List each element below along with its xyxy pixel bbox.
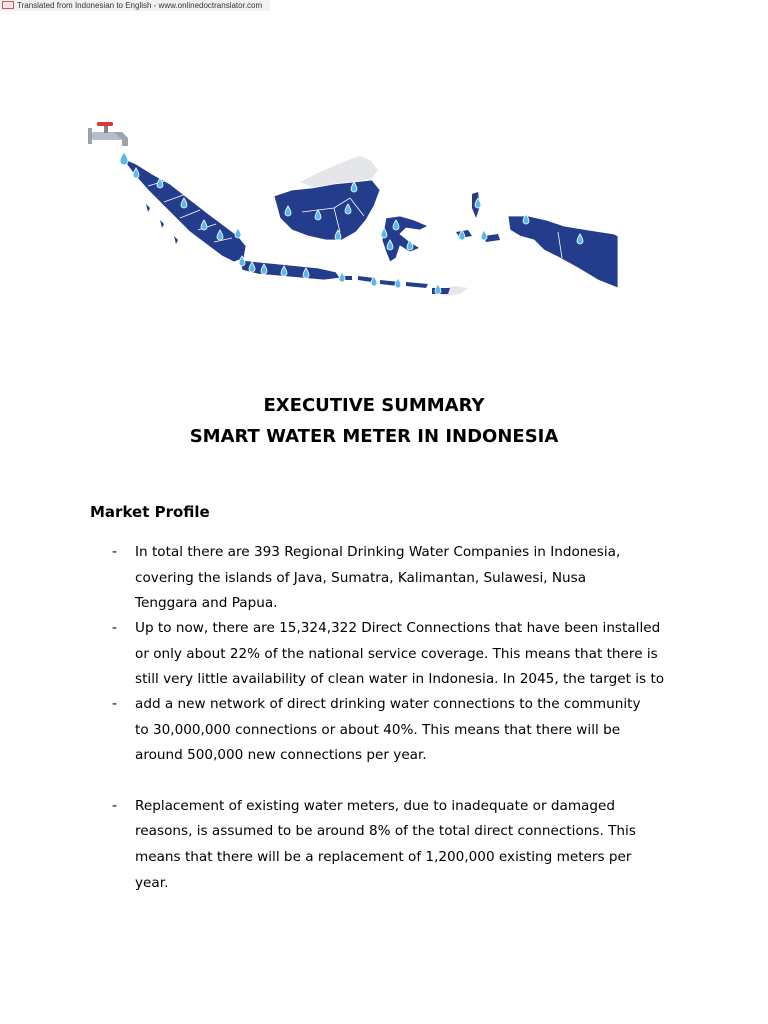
sulawesi-island <box>382 216 428 262</box>
bullet-dash: - <box>112 544 118 560</box>
bullet-2-line-1: Up to now, there are 15,324,322 Direct Connections that have been installed <box>135 620 661 636</box>
bullet-dash: - <box>112 798 118 814</box>
sumatra-island <box>122 158 246 262</box>
bullet-3-line-3: around 500,000 new connections per year. <box>135 747 427 763</box>
bullet-4-line-1: Replacement of existing water meters, due to inadequate or damaged <box>135 798 616 814</box>
bullet-4-line-2: reasons, is assumed to be around 8% of the total direct connections. This <box>135 823 636 839</box>
bullet-4-line-3: means that there will be a replacement of 1,200,000 existing meters per <box>135 849 632 865</box>
water-drop-icon <box>523 214 529 224</box>
bullet-2-line-2: or only about 22% of the national service coverage. This means that there is <box>135 646 658 662</box>
water-drop-icon <box>395 278 401 288</box>
bullet-2-line-3: still very little availability of clean water in Indonesia. In 2045, the target is to <box>135 671 665 687</box>
bullet-3-line-2: to 30,000,000 connections or about 40%. This means that there will be <box>135 722 621 738</box>
bullet-4-line-4: year. <box>135 875 169 891</box>
bullet-3-line-1: add a new network of direct drinking water connections to the community <box>135 696 641 712</box>
translation-banner-text: Translated from Indonesian to English - www.onlinedoctranslator.com <box>17 1 263 10</box>
bullet-dash: - <box>112 620 118 636</box>
indonesia-water-map <box>88 112 622 307</box>
translation-banner <box>0 0 270 11</box>
bullet-1-line-1: In total there are 393 Regional Drinking Water Companies in Indonesia, <box>135 544 621 560</box>
water-drop-icon <box>120 152 128 165</box>
bullet-1-line-2: covering the islands of Java, Sumatra, Kalimantan, Sulawesi, Nusa <box>135 570 587 586</box>
bullet-1-line-3: Tenggara and Papua. <box>135 595 278 611</box>
papua-island <box>508 216 618 288</box>
water-drop-icon <box>435 284 441 294</box>
water-drop-icon <box>481 230 487 240</box>
title-line-executive-summary: EXECUTIVE SUMMARY <box>263 395 485 416</box>
water-drop-icon <box>339 272 345 282</box>
water-drop-icon <box>371 276 377 286</box>
bullet-dash: - <box>112 696 118 712</box>
document-translator-icon <box>2 1 14 9</box>
faucet-icon <box>88 122 128 146</box>
water-drop-icon <box>235 228 241 238</box>
document-title <box>0 390 748 452</box>
title-line-smart-water-meter: SMART WATER METER IN INDONESIA <box>189 426 559 447</box>
market-profile-heading: Market Profile <box>90 503 210 521</box>
